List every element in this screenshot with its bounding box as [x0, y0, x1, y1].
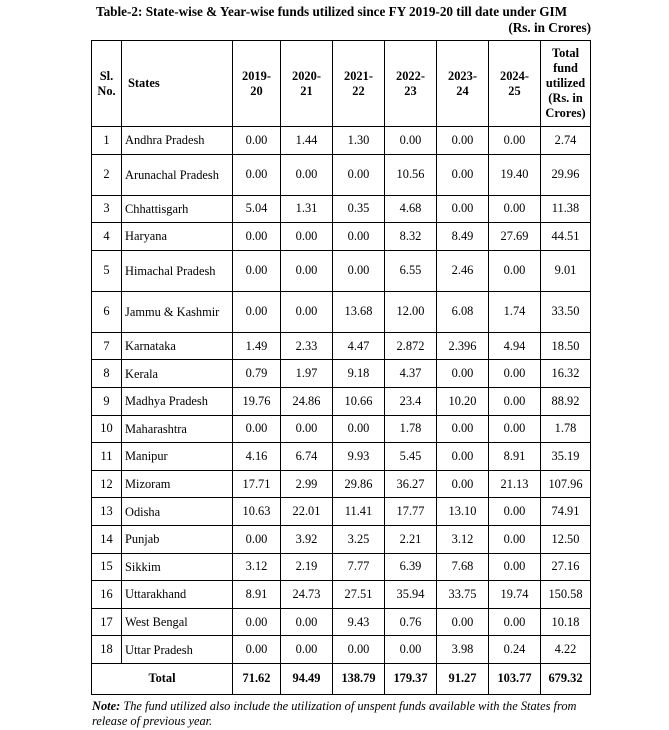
note-text: The fund utilized also include the utilization of unspent funds available with the States from release of previous year.	[92, 699, 577, 728]
serial-number-cell: 10	[92, 415, 122, 443]
fund-value-cell: 2.396	[437, 332, 489, 360]
row-total-cell: 150.58	[541, 581, 591, 609]
serial-number-cell: 5	[92, 250, 122, 291]
fund-value-cell: 3.12	[437, 525, 489, 553]
fund-value-cell: 22.01	[281, 498, 333, 526]
fund-value-cell: 3.92	[281, 525, 333, 553]
fund-value-cell: 2.21	[385, 525, 437, 553]
total-cell: 94.49	[281, 663, 333, 694]
state-name-cell: Chhattisgarh	[122, 195, 233, 223]
fund-value-cell: 4.68	[385, 195, 437, 223]
fund-value-cell: 0.00	[333, 250, 385, 291]
fund-value-cell: 7.77	[333, 553, 385, 581]
row-total-cell: 27.16	[541, 553, 591, 581]
fund-value-cell: 3.25	[333, 525, 385, 553]
fund-value-cell: 1.78	[385, 415, 437, 443]
serial-number-cell: 1	[92, 127, 122, 155]
fund-value-cell: 0.00	[333, 154, 385, 195]
total-label: Total	[92, 663, 233, 694]
serial-number-cell: 9	[92, 387, 122, 415]
fund-value-cell: 9.43	[333, 608, 385, 636]
row-total-cell: 1.78	[541, 415, 591, 443]
fund-value-cell: 0.00	[489, 553, 541, 581]
fund-value-cell: 0.76	[385, 608, 437, 636]
table-title: Table-2: State-wise & Year-wise funds utilized since FY 2019-20 till date under GIM	[96, 4, 568, 19]
fund-value-cell: 0.00	[437, 195, 489, 223]
row-total-cell: 44.51	[541, 223, 591, 251]
fund-value-cell: 0.00	[489, 525, 541, 553]
fund-value-cell: 10.20	[437, 387, 489, 415]
fund-value-cell: 0.00	[233, 127, 281, 155]
table-row	[92, 636, 591, 664]
state-name-cell: Madhya Pradesh	[122, 387, 233, 415]
serial-number-cell: 8	[92, 360, 122, 388]
fund-value-cell: 8.91	[489, 443, 541, 471]
state-name-cell: Uttarakhand	[122, 581, 233, 609]
fund-value-cell: 0.00	[489, 387, 541, 415]
fund-value-cell: 0.00	[233, 154, 281, 195]
total-cell: 103.77	[489, 663, 541, 694]
fund-value-cell: 35.94	[385, 581, 437, 609]
fund-value-cell: 0.00	[233, 223, 281, 251]
serial-number-cell: 17	[92, 608, 122, 636]
serial-number-cell: 14	[92, 525, 122, 553]
fund-value-cell: 1.30	[333, 127, 385, 155]
fund-value-cell: 0.00	[385, 127, 437, 155]
table-row	[92, 443, 591, 471]
fund-value-cell: 4.37	[385, 360, 437, 388]
serial-number-cell: 15	[92, 553, 122, 581]
fund-value-cell: 2.19	[281, 553, 333, 581]
fund-value-cell: 0.00	[281, 636, 333, 664]
funds-table	[91, 40, 591, 695]
row-total-cell: 2.74	[541, 127, 591, 155]
header-year-2024-25: 2024- 25	[489, 41, 541, 127]
table-row	[92, 154, 591, 195]
fund-value-cell: 1.74	[489, 291, 541, 332]
fund-value-cell: 8.32	[385, 223, 437, 251]
fund-value-cell: 6.39	[385, 553, 437, 581]
header-total-fund: Total fund utilized (Rs. in Crores)	[541, 41, 591, 127]
total-cell: 179.37	[385, 663, 437, 694]
serial-number-cell: 18	[92, 636, 122, 664]
fund-value-cell: 0.79	[233, 360, 281, 388]
fund-value-cell: 24.86	[281, 387, 333, 415]
serial-number-cell: 6	[92, 291, 122, 332]
table-row	[92, 250, 591, 291]
fund-value-cell: 8.91	[233, 581, 281, 609]
fund-value-cell: 0.00	[489, 127, 541, 155]
row-total-cell: 35.19	[541, 443, 591, 471]
fund-value-cell: 1.49	[233, 332, 281, 360]
fund-value-cell: 19.76	[233, 387, 281, 415]
table-row	[92, 223, 591, 251]
state-name-cell: Odisha	[122, 498, 233, 526]
table-row	[92, 195, 591, 223]
header-row	[92, 41, 591, 127]
fund-value-cell: 9.18	[333, 360, 385, 388]
footnote	[92, 699, 592, 728]
fund-value-cell: 29.86	[333, 470, 385, 498]
row-total-cell: 4.22	[541, 636, 591, 664]
serial-number-cell: 7	[92, 332, 122, 360]
table-body	[92, 127, 591, 664]
fund-value-cell: 36.27	[385, 470, 437, 498]
fund-value-cell: 27.51	[333, 581, 385, 609]
state-name-cell: Manipur	[122, 443, 233, 471]
fund-value-cell: 12.00	[385, 291, 437, 332]
fund-value-cell: 0.00	[489, 195, 541, 223]
table-row	[92, 553, 591, 581]
header-year-2019-20: 2019- 20	[233, 41, 281, 127]
fund-value-cell: 0.00	[437, 608, 489, 636]
total-row	[92, 663, 591, 694]
fund-value-cell: 21.13	[489, 470, 541, 498]
state-name-cell: Arunachal Pradesh	[122, 154, 233, 195]
fund-value-cell: 0.00	[233, 636, 281, 664]
fund-value-cell: 2.99	[281, 470, 333, 498]
fund-value-cell: 0.00	[281, 223, 333, 251]
table-row	[92, 127, 591, 155]
fund-value-cell: 23.4	[385, 387, 437, 415]
serial-number-cell: 13	[92, 498, 122, 526]
serial-number-cell: 4	[92, 223, 122, 251]
header-year-2020-21: 2020- 21	[281, 41, 333, 127]
fund-value-cell: 0.00	[437, 415, 489, 443]
fund-value-cell: 5.45	[385, 443, 437, 471]
state-name-cell: Punjab	[122, 525, 233, 553]
fund-value-cell: 17.77	[385, 498, 437, 526]
fund-value-cell: 0.00	[333, 223, 385, 251]
fund-value-cell: 9.93	[333, 443, 385, 471]
state-name-cell: Jammu & Kashmir	[122, 291, 233, 332]
state-name-cell: Uttar Pradesh	[122, 636, 233, 664]
row-total-cell: 29.96	[541, 154, 591, 195]
state-name-cell: Haryana	[122, 223, 233, 251]
total-cell: 71.62	[233, 663, 281, 694]
row-total-cell: 74.91	[541, 498, 591, 526]
fund-value-cell: 0.00	[489, 250, 541, 291]
state-name-cell: Mizoram	[122, 470, 233, 498]
fund-value-cell: 13.10	[437, 498, 489, 526]
fund-value-cell: 0.00	[437, 443, 489, 471]
row-total-cell: 18.50	[541, 332, 591, 360]
fund-value-cell: 3.98	[437, 636, 489, 664]
state-name-cell: Sikkim	[122, 553, 233, 581]
table-row	[92, 415, 591, 443]
fund-value-cell: 0.00	[437, 154, 489, 195]
fund-value-cell: 11.41	[333, 498, 385, 526]
header-states: States	[122, 41, 233, 127]
table-row	[92, 387, 591, 415]
fund-value-cell: 27.69	[489, 223, 541, 251]
fund-value-cell: 4.94	[489, 332, 541, 360]
table-row	[92, 332, 591, 360]
fund-value-cell: 0.24	[489, 636, 541, 664]
fund-value-cell: 0.00	[281, 415, 333, 443]
fund-value-cell: 0.00	[281, 250, 333, 291]
fund-value-cell: 0.00	[489, 608, 541, 636]
header-year-2021-22: 2021- 22	[333, 41, 385, 127]
fund-value-cell: 0.00	[489, 415, 541, 443]
note-label: Note:	[92, 699, 121, 713]
state-name-cell: West Bengal	[122, 608, 233, 636]
fund-value-cell: 0.00	[233, 250, 281, 291]
fund-value-cell: 0.00	[281, 291, 333, 332]
row-total-cell: 9.01	[541, 250, 591, 291]
state-name-cell: Maharashtra	[122, 415, 233, 443]
state-name-cell: Himachal Pradesh	[122, 250, 233, 291]
table-row	[92, 470, 591, 498]
fund-value-cell: 10.63	[233, 498, 281, 526]
fund-value-cell: 4.16	[233, 443, 281, 471]
row-total-cell: 16.32	[541, 360, 591, 388]
serial-number-cell: 3	[92, 195, 122, 223]
fund-value-cell: 0.00	[385, 636, 437, 664]
fund-value-cell: 0.00	[233, 525, 281, 553]
total-cell: 91.27	[437, 663, 489, 694]
state-name-cell: Karnataka	[122, 332, 233, 360]
fund-value-cell: 2.33	[281, 332, 333, 360]
fund-value-cell: 6.08	[437, 291, 489, 332]
serial-number-cell: 16	[92, 581, 122, 609]
fund-value-cell: 17.71	[233, 470, 281, 498]
fund-value-cell: 1.44	[281, 127, 333, 155]
row-total-cell: 107.96	[541, 470, 591, 498]
fund-value-cell: 2.872	[385, 332, 437, 360]
fund-value-cell: 1.31	[281, 195, 333, 223]
fund-value-cell: 0.00	[333, 415, 385, 443]
header-year-2023-24: 2023- 24	[437, 41, 489, 127]
fund-value-cell: 33.75	[437, 581, 489, 609]
serial-number-cell: 12	[92, 470, 122, 498]
fund-value-cell: 0.00	[233, 608, 281, 636]
fund-value-cell: 0.35	[333, 195, 385, 223]
row-total-cell: 33.50	[541, 291, 591, 332]
total-cell: 679.32	[541, 663, 591, 694]
fund-value-cell: 2.46	[437, 250, 489, 291]
fund-value-cell: 19.40	[489, 154, 541, 195]
fund-value-cell: 0.00	[281, 154, 333, 195]
fund-value-cell: 10.56	[385, 154, 437, 195]
fund-value-cell: 6.55	[385, 250, 437, 291]
row-total-cell: 10.18	[541, 608, 591, 636]
table-row	[92, 581, 591, 609]
header-sl: Sl. No.	[92, 41, 122, 127]
fund-value-cell: 0.00	[437, 360, 489, 388]
fund-value-cell: 0.00	[333, 636, 385, 664]
serial-number-cell: 11	[92, 443, 122, 471]
table-row	[92, 291, 591, 332]
fund-value-cell: 8.49	[437, 223, 489, 251]
fund-value-cell: 0.00	[489, 498, 541, 526]
total-cell: 138.79	[333, 663, 385, 694]
header-year-2022-23: 2022- 23	[385, 41, 437, 127]
row-total-cell: 88.92	[541, 387, 591, 415]
fund-value-cell: 4.47	[333, 332, 385, 360]
table-row	[92, 525, 591, 553]
fund-value-cell: 13.68	[333, 291, 385, 332]
fund-value-cell: 0.00	[437, 470, 489, 498]
fund-value-cell: 5.04	[233, 195, 281, 223]
row-total-cell: 11.38	[541, 195, 591, 223]
fund-value-cell: 0.00	[489, 360, 541, 388]
fund-value-cell: 19.74	[489, 581, 541, 609]
fund-value-cell: 1.97	[281, 360, 333, 388]
fund-value-cell: 7.68	[437, 553, 489, 581]
fund-value-cell: 0.00	[437, 127, 489, 155]
serial-number-cell: 2	[92, 154, 122, 195]
table-row	[92, 608, 591, 636]
fund-value-cell: 10.66	[333, 387, 385, 415]
fund-value-cell: 0.00	[233, 415, 281, 443]
fund-value-cell: 6.74	[281, 443, 333, 471]
fund-value-cell: 0.00	[233, 291, 281, 332]
state-name-cell: Kerala	[122, 360, 233, 388]
table-row	[92, 498, 591, 526]
fund-value-cell: 3.12	[233, 553, 281, 581]
fund-value-cell: 24.73	[281, 581, 333, 609]
table-row	[92, 360, 591, 388]
row-total-cell: 12.50	[541, 525, 591, 553]
unit-label: (Rs. in Crores)	[508, 20, 591, 35]
state-name-cell: Andhra Pradesh	[122, 127, 233, 155]
fund-value-cell: 0.00	[281, 608, 333, 636]
